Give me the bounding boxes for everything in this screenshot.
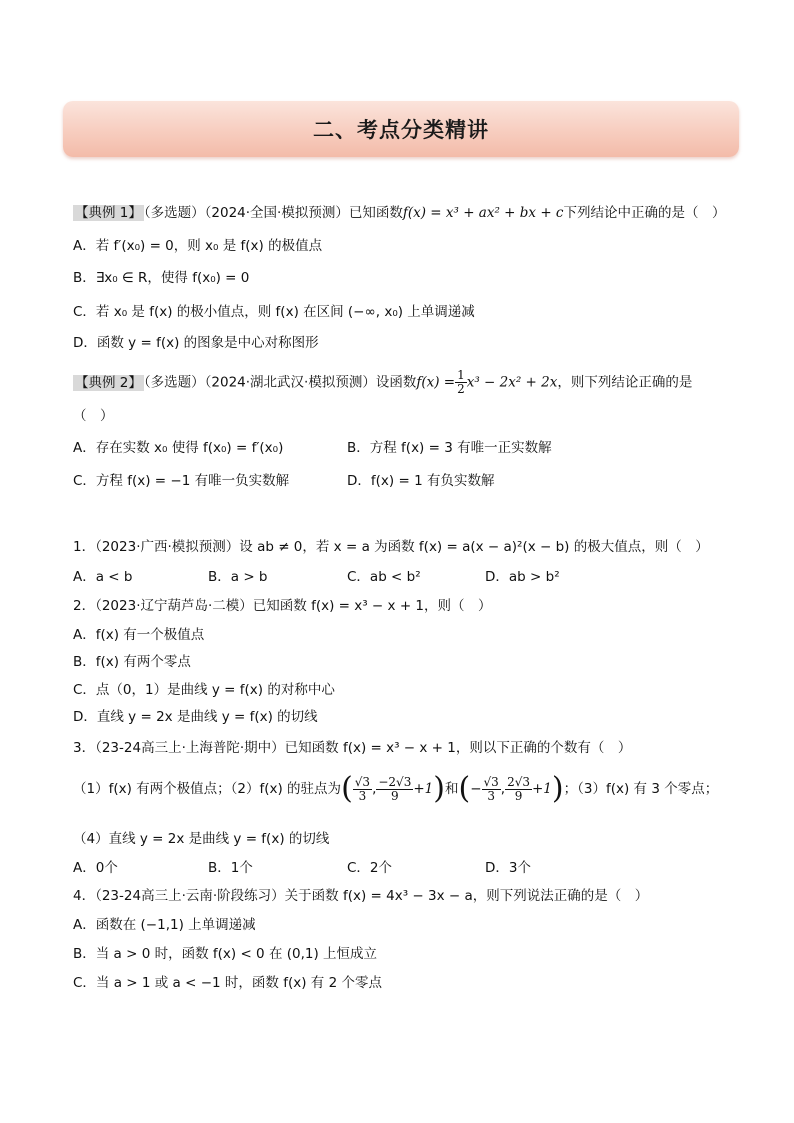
section-banner	[63, 101, 739, 157]
example2-option-d: D．f(x) = 1 有负实数解	[347, 473, 495, 489]
q3-point2-x: $\frac{√3}{3}$	[483, 774, 499, 803]
example1-tag: 【典例 1】	[75, 205, 142, 221]
q3-point2-y: $\frac{2√3}{9}$	[507, 774, 530, 803]
q1-option-a: A．a < b	[73, 569, 133, 585]
q3-option-c: C．2个	[347, 860, 393, 876]
example2-option-a: A．存在实数 x₀ 使得 f(x₀) = f′(x₀)	[73, 440, 284, 456]
example2-fraction: $\frac{1}{2}$	[457, 368, 465, 396]
q2-stem: 2．（2023·辽宁葫芦岛·二模）已知函数 f(x) = x³ − x + 1，则（ ）	[73, 598, 492, 614]
q3-option-a: A．0个	[73, 860, 118, 876]
q3-stem: 3．（23-24高三上·上海普陀·期中）已知函数 f(x) = x³ − x + 1，则以下正确的个数有（ ）	[73, 740, 632, 756]
q3-point1-y: $\frac{-2√3}{9}$	[378, 774, 412, 803]
example2-option-b: B．方程 f(x) = 3 有唯一正实数解	[347, 440, 552, 456]
example1-option-b: B．∃x₀ ∈ R，使得 f(x₀) = 0	[73, 270, 250, 286]
q1-option-c: C．ab < b²	[347, 569, 421, 585]
example1-stem: 【典例 1】 （多选题）（2024·全国·模拟预测）已知函数f(x) = x³ + ax² + bx + c下列结论中正确的是（ ）	[75, 205, 726, 221]
q1-option-d: D．ab > b²	[485, 569, 560, 585]
example1-option-a: A．若 f′(x₀) = 0，则 x₀ 是 f(x) 的极值点	[73, 238, 323, 254]
section-title: 二、考点分类精讲	[313, 118, 489, 142]
q2-option-a: A．f(x) 有一个极值点	[73, 627, 205, 643]
q3-item4: （4）直线 y = 2x 是曲线 y = f(x) 的切线	[73, 831, 330, 847]
example1-option-d: D．函数 y = f(x) 的图象是中心对称图形	[73, 335, 319, 351]
q2-option-c: C．点（0，1）是曲线 y = f(x) 的对称中心	[73, 682, 335, 698]
q3-point1-x: $\frac{√3}{3}$	[354, 774, 371, 803]
example2-tag: 【典例 2】	[75, 374, 142, 391]
q2-option-b: B．f(x) 有两个零点	[73, 654, 191, 670]
example2-option-c: C．方程 f(x) = −1 有唯一负实数解	[73, 473, 290, 489]
q3-items-line: （1）f(x) 有两个极值点；（2）f(x) 的驻点为( $\frac{√3}{3}$ , $\frac{-2√3}{9}$ +1)和(− $\frac{√3}{3}$ , $\frac{2√3}{9}$ +1)；（3）f(x) 有 3 个零点；	[73, 771, 719, 806]
q2-option-d: D．直线 y = 2x 是曲线 y = f(x) 的切线	[73, 709, 318, 725]
q3-option-d: D．3个	[485, 860, 531, 876]
example2-paren: （ ）	[73, 408, 114, 424]
q3-option-b: B．1个	[208, 860, 253, 876]
example1-option-c: C．若 x₀ 是 f(x) 的极小值点，则 f(x) 在区间 (−∞, x₀) 上单调递减	[73, 304, 475, 320]
q4-option-b: B．当 a > 0 时，函数 f(x) < 0 在 (0,1) 上恒成立	[73, 946, 378, 962]
q1-option-b: B．a > b	[208, 569, 268, 585]
example2-stem: 【典例 2】 （多选题）（2024·湖北武汉·模拟预测）设函数f(x) = $\frac{1}{2}$ x³ − 2x² + 2x，则下列结论正确的是	[75, 368, 693, 396]
q4-option-a: A．函数在 (−1,1) 上单调递减	[73, 917, 256, 933]
q1-stem: 1．（2023·广西·模拟预测）设 ab ≠ 0，若 x = a 为函数 f(x) = a(x − a)²(x − b) 的极大值点，则（ ）	[73, 539, 709, 555]
q4-stem: 4．（23-24高三上·云南·阶段练习）关于函数 f(x) = 4x³ − 3x − a，则下列说法正确的是（ ）	[73, 888, 649, 904]
q4-option-c: C．当 a > 1 或 a < −1 时，函数 f(x) 有 2 个零点	[73, 975, 382, 991]
